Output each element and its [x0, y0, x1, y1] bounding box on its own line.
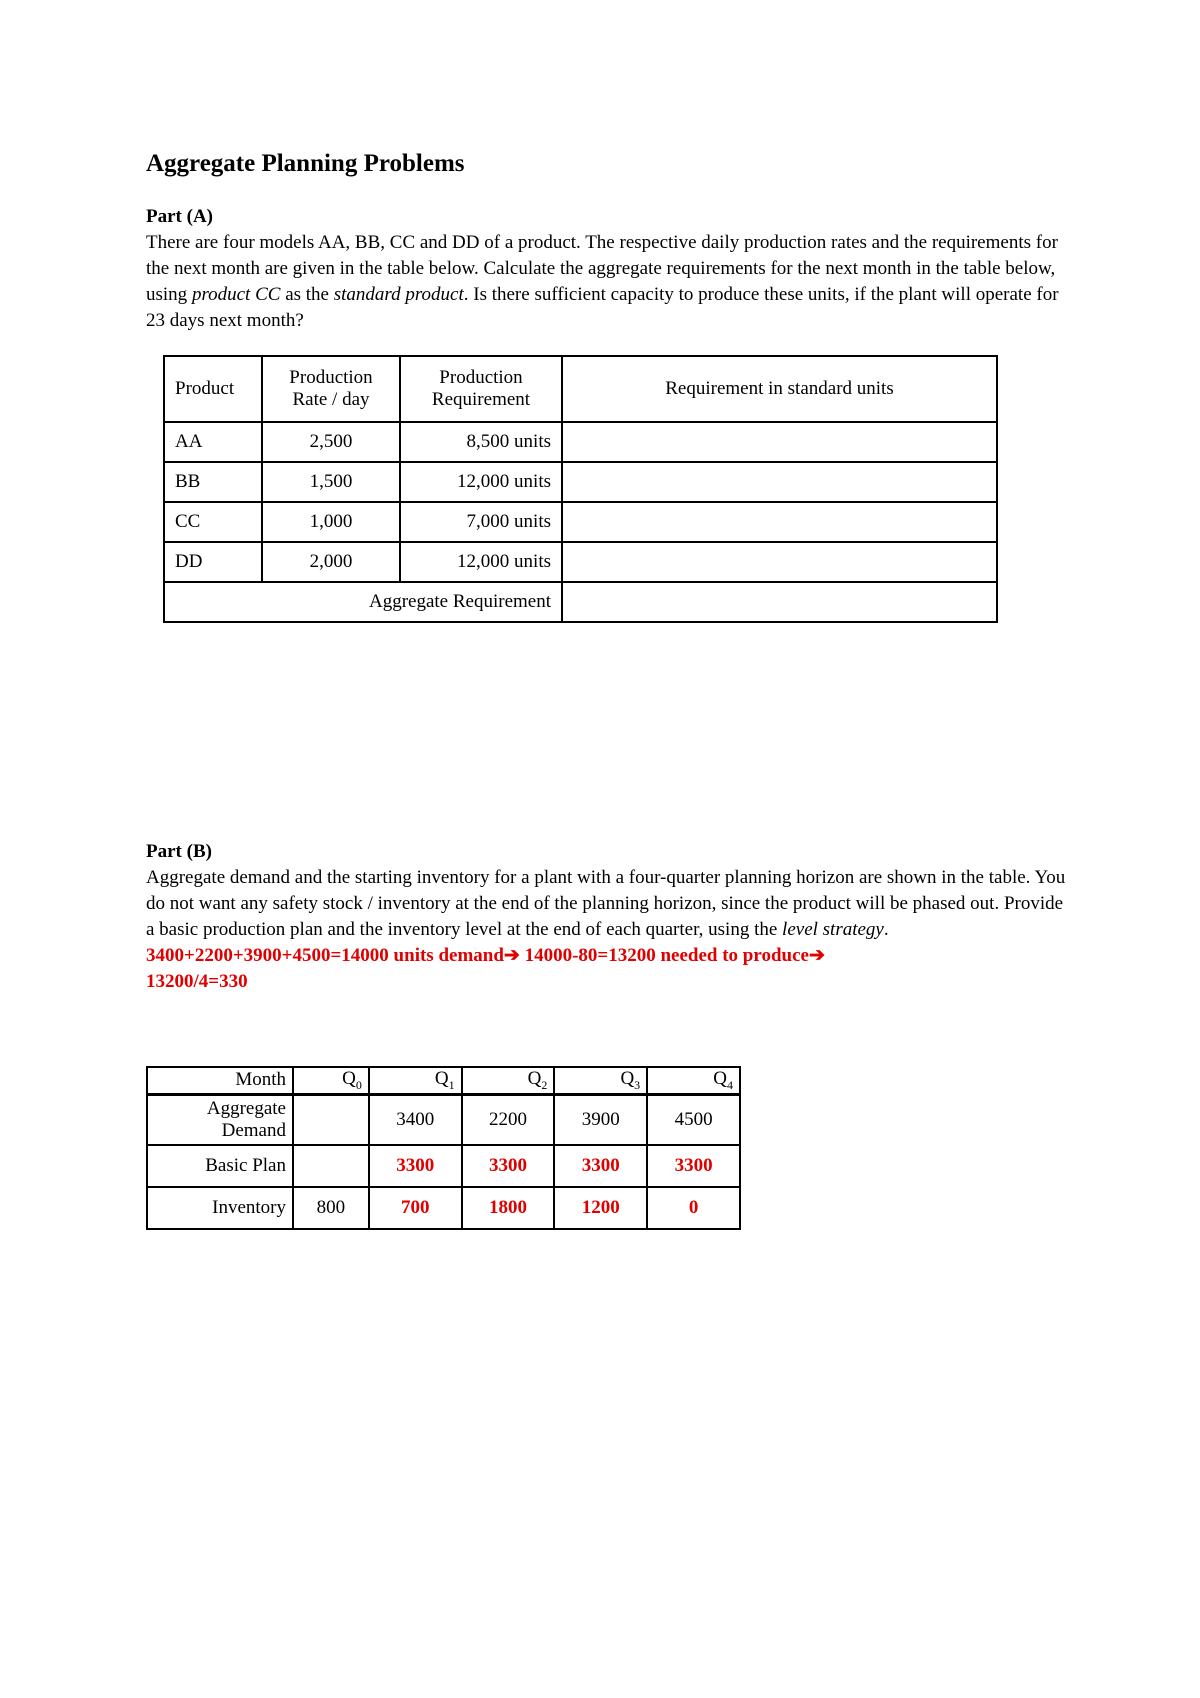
table-row [164, 542, 997, 582]
demand-cell: 4500 [647, 1094, 740, 1145]
part-b-text-main: Aggregate demand and the starting inventory for a plant with a four-quarter planning horizon are shown in the table. You do not want any safety stock / inventory at the end of the planning horizon, since the product will be phased out. Provide a basic production plan and the inventory level at the end of each quarter, using the [146, 867, 1066, 940]
product-cell: AA [164, 422, 262, 462]
demand-label-line-2: Demand [221, 1119, 286, 1141]
aggregate-row [164, 582, 997, 622]
table-header-row [164, 356, 997, 422]
part-a-heading: Part (A) [146, 206, 213, 227]
standard-units-cell[interactable] [562, 462, 997, 502]
quarter-letter: Q [527, 1068, 542, 1089]
inventory-cell: 800 [293, 1187, 369, 1229]
product-cell: BB [164, 462, 262, 502]
header-month: Month [147, 1067, 293, 1094]
table-row [164, 462, 997, 502]
plan-cell [293, 1145, 369, 1187]
table-header-row [147, 1067, 740, 1094]
plan-cell: 3300 [462, 1145, 555, 1187]
part-b-text [146, 865, 1076, 943]
quarter-index: 1 [448, 1077, 455, 1092]
quarter-index: 3 [634, 1077, 641, 1092]
demand-cell: 3400 [369, 1094, 462, 1145]
answer-demand: 3400+2200+3900+4500=14000 units demand [146, 945, 504, 966]
inventory-row [147, 1187, 740, 1229]
plan-label: Basic Plan [147, 1145, 293, 1187]
part-b-heading: Part (B) [146, 841, 212, 862]
requirement-cell: 12,000 units [400, 462, 562, 502]
table-row [164, 422, 997, 462]
quarter-letter: Q [342, 1068, 356, 1089]
part-a-emphasis-2: standard product [333, 284, 464, 305]
rate-cell: 2,500 [262, 422, 400, 462]
product-cell: DD [164, 542, 262, 582]
header-product: Product [164, 356, 262, 422]
inventory-label: Inventory [147, 1187, 293, 1229]
table-row [164, 502, 997, 542]
right-arrow-icon: ➔ [503, 945, 520, 966]
plan-row [147, 1145, 740, 1187]
header-requirement: Production Requirement [400, 356, 562, 422]
product-cell: CC [164, 502, 262, 542]
inventory-cell: 700 [369, 1187, 462, 1229]
level-strategy-table [146, 1066, 741, 1230]
page-title: Aggregate Planning Problems [146, 150, 465, 177]
part-a-emphasis-1: product CC [191, 284, 281, 305]
demand-cell: 2200 [462, 1094, 555, 1145]
part-a-text-tail: . Is there sufficient capacity to produce these units, if the plant will operate for 23 days next month? [146, 284, 1059, 331]
part-a-text [146, 230, 1076, 334]
right-arrow-icon: ➔ [808, 945, 825, 966]
answer-line [146, 943, 1076, 995]
rate-cell: 2,000 [262, 542, 400, 582]
header-quarter [554, 1067, 647, 1094]
plan-cell: 3300 [554, 1145, 647, 1187]
standard-units-cell[interactable] [562, 422, 997, 462]
standard-units-cell[interactable] [562, 502, 997, 542]
part-a-text-main: There are four models AA, BB, CC and DD of a product. The respective daily production rates and the requirements for the next month are given in the table below. Calculate the aggregate requirements for the next month in the table below, using [146, 232, 1058, 305]
inventory-cell: 1800 [462, 1187, 555, 1229]
demand-cell [293, 1094, 369, 1145]
answer-produce: 14000-80=13200 needed to produce [524, 945, 809, 966]
part-b-section [146, 839, 1076, 995]
requirement-cell: 12,000 units [400, 542, 562, 582]
standard-units-cell[interactable] [562, 542, 997, 582]
quarter-index: 2 [541, 1077, 548, 1092]
answer-per-quarter: 13200/4=330 [146, 971, 248, 992]
plan-cell: 3300 [369, 1145, 462, 1187]
aggregate-label: Aggregate Requirement [164, 582, 562, 622]
part-b-emphasis: level strategy [782, 919, 884, 940]
quarter-letter: Q [434, 1068, 449, 1089]
part-b-text-tail: . [883, 919, 889, 940]
demand-cell: 3900 [554, 1094, 647, 1145]
aggregate-value-cell[interactable] [562, 582, 997, 622]
inventory-cell: 1200 [554, 1187, 647, 1229]
requirement-cell: 7,000 units [400, 502, 562, 542]
rate-cell: 1,500 [262, 462, 400, 502]
part-a-text-mid: as the [285, 284, 329, 305]
header-quarter [293, 1067, 369, 1094]
header-standard-units: Requirement in standard units [562, 356, 997, 422]
part-a-section [146, 204, 1076, 334]
quarter-index: 0 [355, 1077, 362, 1092]
requirement-cell: 8,500 units [400, 422, 562, 462]
plan-cell: 3300 [647, 1145, 740, 1187]
inventory-cell: 0 [647, 1187, 740, 1229]
demand-row [147, 1094, 740, 1145]
quarter-letter: Q [713, 1068, 727, 1089]
header-rate: Production Rate / day [262, 356, 400, 422]
quarter-index: 4 [727, 1077, 733, 1092]
header-quarter [369, 1067, 462, 1094]
quarter-letter: Q [620, 1068, 635, 1089]
header-quarter [647, 1067, 740, 1094]
demand-label [147, 1094, 293, 1145]
rate-cell: 1,000 [262, 502, 400, 542]
standard-units-table [163, 355, 998, 623]
demand-label-line-1: Aggregate [206, 1097, 286, 1119]
header-quarter [462, 1067, 555, 1094]
